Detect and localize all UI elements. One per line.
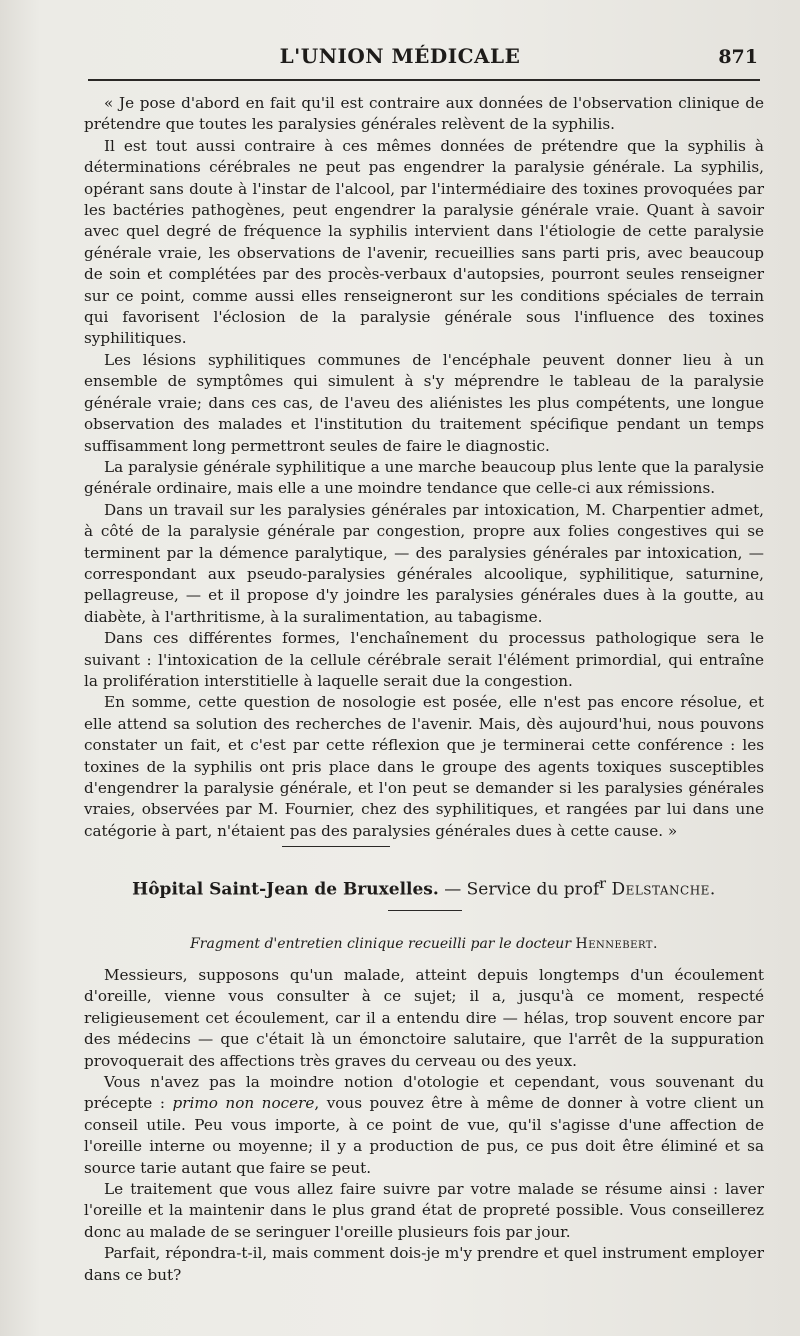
paragraph: « Je pose d'abord en fait qu'il est contraire aux données de l'observation clinique de prétendre que toutes les paralysies générales relèvent de la syphilis. (84, 94, 764, 134)
paragraph-text: , vous pouvez être à même de donner à votre client un conseil utile. Peu vous importe, à ce point de vue, qu'il s'agisse d'une affection de l'oreille interne ou moyenne; il y a production de pus, ce pus doit être éliminé et sa source tarie autant que faire se peut. (84, 1094, 764, 1177)
paragraph-text: Vous n'avez pas la moindre notion d'otologie et cependant, vous souvenant du précepte : (84, 1073, 764, 1113)
paragraph: Le traitement que vous allez faire suivre par votre malade se résume ainsi : laver l'oreille et la maintenir dans le plus grand état de propreté possible. Vous conseillerez donc au malade de se seringuer l'oreille plusieurs fois par jour. (84, 1180, 764, 1241)
paragraph: Messieurs, supposons qu'un malade, atteint depuis longtemps d'un écoulement d'oreille, vienne vous consulter à ce sujet; il a, jusqu'à ce moment, respecté religieusement cet écoulement, car il a entendu dire — hélas, trop souvent encore par des médecins — que c'était là un émonctoire salutaire, que l'arrêt de la suppuration provoquerait des affections très graves du cerveau ou des yeux. (84, 966, 764, 1070)
paragraph: Dans ces différentes formes, l'enchaînement du processus pathologique sera le suivant : l'intoxication de la cellule cérébrale serait l'élément primordial, qui entraîne la prolifération interstitielle à laquelle serait due la congestion. (84, 629, 764, 690)
heading-rule (388, 910, 462, 911)
journal-title: L'UNION MÉDICALE (279, 44, 521, 68)
hospital-name: Hôpital Saint-Jean de Bruxelles. (132, 879, 439, 900)
latin-phrase: primo non nocere (172, 1094, 315, 1113)
service-label-superscript: r (599, 876, 607, 892)
paragraph: Parfait, répondra-t-il, mais comment dois-je m'y prendre et quel instrument employer dans ce but? (84, 1244, 764, 1284)
paragraph: En somme, cette question de nosologie est posée, elle n'est pas encore résolue, et elle attend sa solution des recherches de l'avenir. Mais, dès aujourd'hui, nous pouvons constater un fait, et c'est par cette réflexion que je terminerai cette conférence : les toxines de la syphilis ont pris place dans le groupe des agents toxiques susceptibles d'engendrer la paralysie générale, et l'on peut se demander si les paralysies générales vraies, observées par M. Fournier, chez des syphilitiques, et rangées par lui dans une catégorie à part, n'étaient pas des paralysies générales dues à cette cause. » (84, 693, 764, 840)
paragraph: Dans un travail sur les paralysies générales par intoxication, M. Charpentier admet, à côté de la paralysie générale par congestion, propre aux folies congestives qui se terminent par la démence paralytique, — des paralysies générales par intoxication, — correspondant aux pseudo-paralysies générales alcoolique, syphilitique, saturnine, pellagreuse, — et il propose d'y joindre les paralysies générales dues à la goutte, au diabète, à l'arthritisme, à la suralimentation, au tabagisme. (84, 500, 764, 626)
author-name: Hennebert. (575, 936, 658, 952)
service-label: — Service du prof (444, 879, 600, 900)
paragraph: Il est tout aussi contraire à ces mêmes données de prétendre que la syphilis à déterminations cérébrales ne peut pas engendrer la paralysie générale. La syphilis, opérant sans doute à l'instar de l'alcool, par l'intermédiaire des toxines provoquées par les bactéries pathogènes, peut engendrer la paralysie générale vraie. Quant à savoir avec quel degré de fréquence la syphilis intervient dans l'étiologie de cette paralysie générale vraie, les observations de l'avenir, recueillies sans parti pris, avec beaucoup de soin et complétées par des procès-verbaux d'autopsies, pourront seules renseigner sur ce point, comme aussi elles renseigneront sur les conditions spéciales de terrain qui favorisent l'éclosion de la paralysie générale sous l'influence des toxines syphilitiques. (84, 136, 764, 348)
header-rule (88, 79, 760, 81)
subtitle-text: Fragment d'entretien clinique recueilli par le docteur (190, 936, 572, 952)
paragraph: Les lésions syphilitiques communes de l'encéphale peuvent donner lieu à un ensemble de symptômes qui simulent à s'y méprendre le tableau de la paralysie générale vraie; dans ces cas, de l'aveu des aliénistes les plus compétents, une longue observation des malades et l'institution du traitement spécifique pendant un temps suffisamment long permettront seules de faire le diagnostic. (84, 350, 764, 455)
paragraph: La paralysie générale syphilitique a une marche beaucoup plus lente que la paralysie générale ordinaire, mais elle a une moindre tendance que celle-ci aux rémissions. (84, 457, 764, 498)
article-subtitle (84, 936, 764, 952)
professor-name: Delstanche. (611, 879, 716, 900)
section-heading (84, 876, 764, 900)
clinical-lecture (84, 965, 764, 1286)
paragraph (84, 1072, 764, 1179)
article-continuation (84, 93, 764, 842)
section-separator-rule (282, 846, 390, 847)
running-head (0, 44, 800, 74)
page-number: 871 (718, 46, 758, 68)
